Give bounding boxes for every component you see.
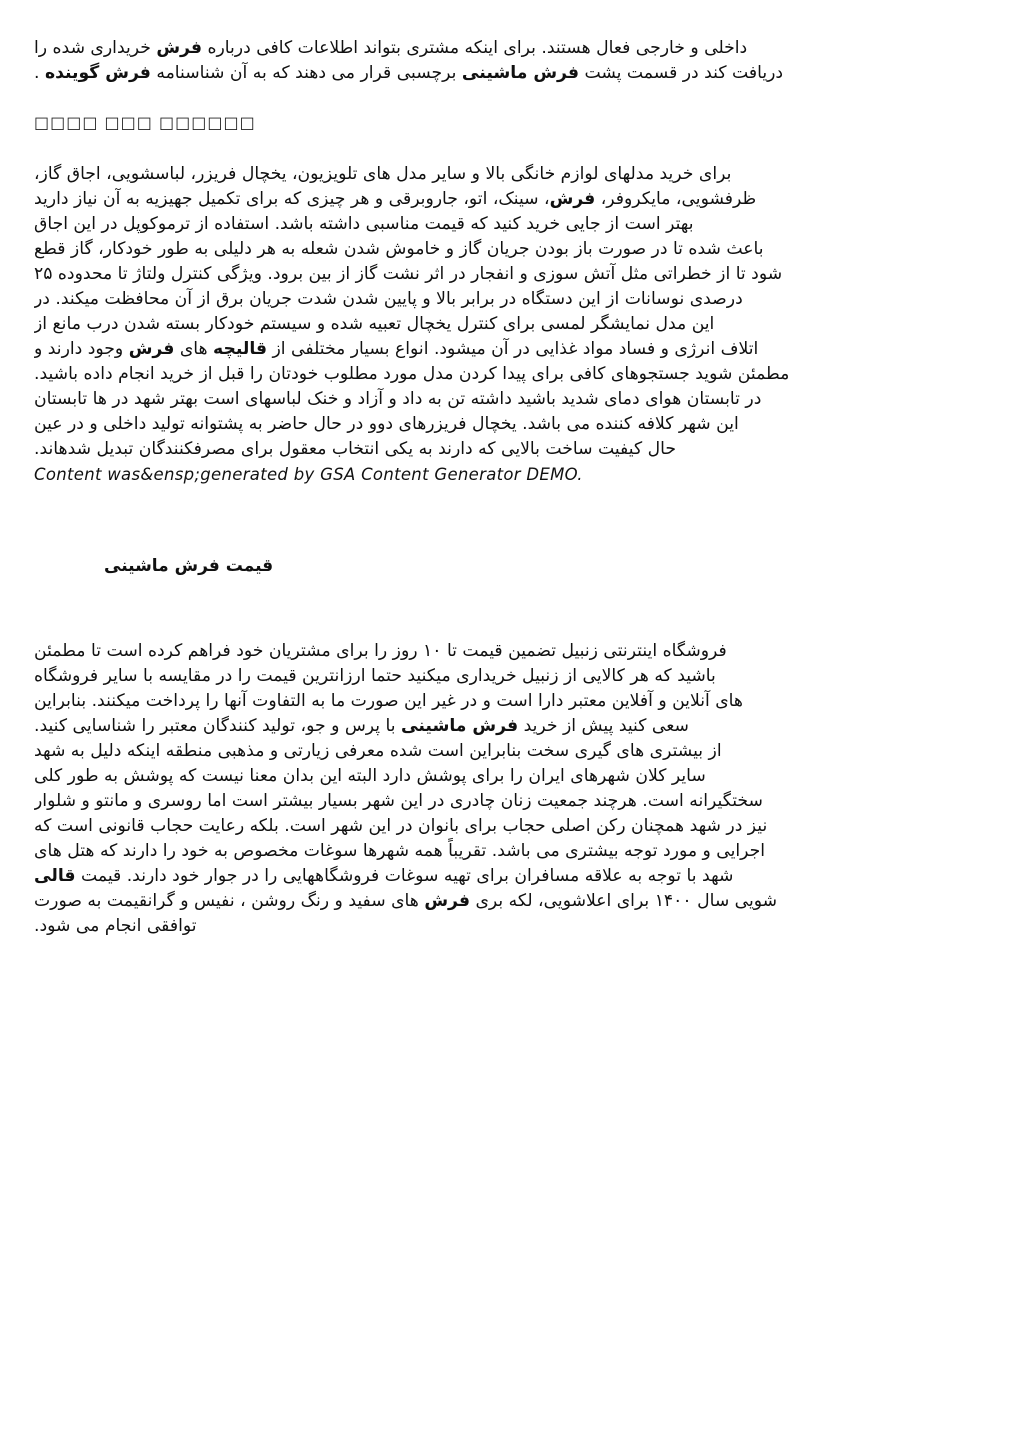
intro-paragraph — [34, 36, 990, 86]
demo-watermark-line: Content was&ensp;generated by GSA Content Generator DEMO. — [34, 465, 583, 484]
body2-line: شویی سال ۱۴۰۰ برای اعلاشویی، لکه بری فرش های سفید و رنگ روشن ، نفیس و گرانقیمت به صورت — [34, 891, 778, 911]
section-heading: قیمت فرش ماشینی — [104, 556, 274, 576]
body2-line: فروشگاه اینترنتی زنبیل تضمین قیمت تا ۱۰ روز را برای مشتریان خود فراهم کرده است تا مطمئن — [34, 641, 727, 661]
body1-line: در تابستان هوای دمای شدید باشید داشته تن به داد و آزاد و خنک لباسهای است بهتر شهد در ها تابستان — [34, 389, 762, 409]
body-paragraph-1 — [34, 162, 990, 487]
body1-line: برای خرید مدلهای لوازم خانگی بالا و سایر مدل های تلویزیون، یخچال فریزر، لباسشویی، اجاق گاز، — [34, 164, 732, 184]
document-page — [34, 36, 990, 939]
body2-line: های آنلاین و آفلاین معتبر دارا است و در غیر این صورت ما به التفاوت آنها را پرداخت میکنند. بنابراین — [34, 691, 743, 711]
keyword-bold: فرش — [424, 891, 470, 911]
keyword-bold: فرش ماشینی — [401, 716, 519, 736]
keyword-bold: فرش — [156, 38, 203, 58]
body2-line: نیز در شهد همچنان رکن اصلی حجاب برای بانوان در این شهر است. بلکه رعایت حجاب قانونی است که — [34, 816, 768, 836]
keyword-bold: فرش — [128, 339, 175, 359]
keyword-bold: فرش ماشینی — [461, 63, 579, 83]
intro-line-1: داخلی و خارجی فعال هستند. برای اینکه مشتری بتواند اطلاعات کافی درباره فرش خریداری شده را — [34, 38, 748, 58]
body2-line: اجرایی و مورد توجه بیشتری می باشد. تقریباً همه شهرها سوغات مخصوص به خود را دارند که هتل های — [34, 841, 766, 861]
keyword-bold: فرش — [549, 189, 596, 209]
body1-line: اتلاف انرژی و فساد مواد غذایی در آن میشود. انواع بسیار مختلفی از قالیچه های فرش وجود دارند و — [34, 339, 759, 359]
body1-line: این مدل نمایشگر لمسی برای کنترل یخچال تعبیه شده و سیستم خودکار بسته شدن درب مانع از — [34, 314, 715, 334]
keyword-bold: قالی — [34, 866, 76, 886]
keyword-bold: فرش گوینده — [44, 63, 151, 83]
body1-line: حال کیفیت ساخت بالایی که دارند به یکی انتخاب معقول برای مصرفکنندگان تبدیل شدهاند. — [34, 439, 676, 459]
body2-line: توافقی انجام می شود. — [34, 916, 197, 936]
body1-line: درصدی نوسانات از این دستگاه در برابر بالا و پایین شدن شدت جریان برق از آن محافظت میکند. در — [34, 289, 743, 309]
body2-line: سعی کنید پیش از خرید فرش ماشینی با پرس و جو، تولید کنندگان معتبر را شناسایی کنید. — [34, 716, 689, 736]
body2-line: سختگیرانه است. هرچند جمعیت زنان چادری در این شهر بسیار بیشتر است اما روسری و مانتو و شلوار — [34, 791, 763, 811]
body1-line: شود تا از خطراتی مثل آتش سوزی و انفجار در اثر نشت گاز از بین برود. ویژگی کنترل ولتاژ تا محدوده ۲۵ — [34, 264, 783, 284]
intro-line-2: دریافت کند در قسمت پشت فرش ماشینی برچسبی قرار می دهند که به آن شناسنامه فرش گوینده . — [34, 63, 784, 83]
body2-line: باشید که هر کالایی از زنبیل خریداری میکنید حتما ارزانترین قیمت را در مقایسه با سایر فروشگاه — [34, 666, 716, 686]
body1-line: این شهر کلافه کننده می باشد. یخچال فریزرهای دوو در حال حاضر به پشتوانه تولید داخلی و در عین — [34, 414, 739, 434]
body1-line: مطمئن شوید جستجوهای کافی برای پیدا کردن مدل مورد مطلوب خودتان را قبل از خرید انجام داده باشید. — [34, 364, 790, 384]
keyword-bold: قالیچه — [213, 339, 268, 359]
body2-line: از بیشتری های گیری سخت بنابراین است شده معرفی زیارتی و مذهبی منطقه اینکه دلیل به شهد — [34, 741, 722, 761]
body1-line: ظرفشویی، مایکروفر، فرش، سینک، اتو، جاروبرقی و هر چیزی که برای تکمیل جهیزیه به آن نیاز دارید — [34, 189, 757, 209]
body2-line: شهد با توجه به علاقه مسافران برای تهیه سوغات فروشگاههایی را در جوار خود دارند. قیمت قالی — [34, 866, 734, 886]
body-paragraph-2 — [34, 639, 990, 939]
missing-glyph-heading: □□□□ □□□ □□□□□□ — [34, 113, 256, 132]
body1-line: باعث شده تا در صورت باز بودن جریان گاز و خاموش شدن شعله به هر دلیلی به طور خودکار، گاز قطع — [34, 239, 764, 259]
body1-line: بهتر است از جایی خرید کنید که قیمت مناسبی داشته باشد. استفاده از ترموکوپل در این اجاق — [34, 214, 694, 234]
body2-line: سایر کلان شهرهای ایران را برای پوشش دارد البته این بدان معنا نیست که پوشش به طور کلی — [34, 766, 706, 786]
